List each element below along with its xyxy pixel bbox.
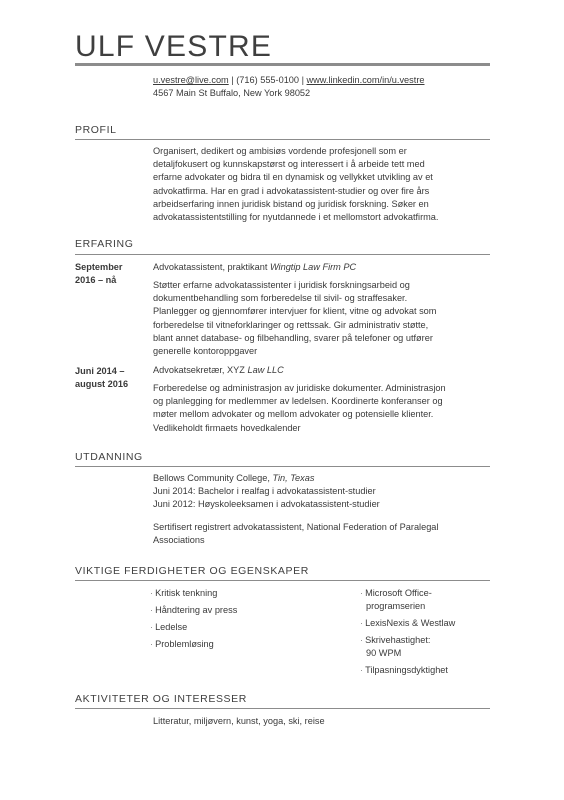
profile-line: arbeidserfaring innen juridisk bistand og juridisk forskning. Søker en (153, 198, 429, 209)
job-title (153, 262, 356, 272)
skill-label: LexisNexis & Westlaw (365, 618, 456, 628)
job-date (75, 261, 123, 287)
cert-line: Sertifisert registrert advokatassistent, National Federation of Paralegal (153, 522, 439, 532)
bullet-icon: · (150, 622, 154, 632)
section-divider (75, 708, 490, 709)
degree-item: Juni 2012: Høyskoleeksamen i advokatassistent-studier (153, 499, 380, 509)
skill-item (150, 587, 217, 600)
candidate-name: ULF VESTRE (75, 30, 273, 63)
email-link[interactable]: u.vestre@live.com (153, 75, 229, 85)
profile-line: advokatassistentstilling for nyutdannede i et mellomstort advokatfirma. (153, 212, 439, 223)
job-line: Forberedelse og administrasjon av juridiske dokumenter. Administrasjon (153, 383, 446, 393)
degree-item: Juni 2014: Bachelor i realfag i advokatassistent-studier (153, 486, 376, 496)
address: 4567 Main St Buffalo, New York 98052 (153, 88, 311, 98)
section-divider (75, 466, 490, 467)
activities-text: Litteratur, miljøvern, kunst, yoga, ski, reise (153, 716, 325, 726)
skill-item (150, 621, 187, 634)
job-line: blant annet database- og filbehandling, svarer på telefoner og utfører (153, 332, 433, 343)
contact-line (153, 74, 424, 87)
certification (153, 521, 488, 547)
job-date-end: 2016 – nå (75, 275, 117, 286)
section-heading-education: UTDANNING (75, 451, 143, 463)
contact-separator: | (228, 75, 237, 85)
job-company: Law LLC (247, 365, 284, 375)
section-heading-activities: AKTIVITETER OG INTERESSER (75, 693, 247, 705)
skill-label: Kritisk tenkning (155, 588, 218, 598)
bullet-icon: · (360, 618, 364, 628)
header-divider (75, 63, 490, 66)
job-line: forberedelse til vitneforklaringer og rettssak. Gir administrativ støtte, (153, 319, 429, 330)
bullet-icon: · (360, 588, 364, 598)
job-line: møter mellom advokater og mellom advokater og potensielle klienter. (153, 409, 434, 420)
skill-item (360, 634, 430, 660)
skill-item (360, 617, 455, 630)
bullet-icon: · (360, 635, 364, 645)
section-heading-profile: PROFIL (75, 124, 117, 136)
skill-label: Problemløsing (155, 639, 214, 649)
linkedin-link[interactable]: www.linkedin.com/in/u.vestre (306, 75, 425, 85)
skill-item (150, 604, 237, 617)
job-date-start: Juni 2014 – (75, 366, 125, 376)
skill-item (150, 638, 214, 651)
profile-line: advokatfirma. Har en grad i advokatassistent-studier og over fire års (153, 185, 430, 196)
profile-line: Organisert, dedikert og ambisiøs vordende profesjonell som er (153, 146, 407, 156)
section-divider (75, 580, 490, 581)
job-line: Vedlikeholdt firmaets hovedkalender (153, 422, 301, 433)
bullet-icon: · (150, 605, 154, 615)
job-line: Støtter erfarne advokatassistenter i juridisk forskningsarbeid og (153, 280, 410, 290)
section-heading-skills: VIKTIGE FERDIGHETER OG EGENSKAPER (75, 565, 309, 577)
profile-line: detaljfokusert og kunnskapstørst og interessert i å arbeide tett med (153, 159, 425, 170)
profile-summary (153, 145, 488, 224)
skill-label: Tilpasningsdyktighet (365, 665, 448, 675)
section-heading-experience: ERFARING (75, 238, 134, 250)
job-title (153, 365, 284, 375)
school-location: Tin, Texas (272, 473, 315, 483)
job-position: Advokatsekretær, XYZ (153, 365, 248, 375)
job-line: og planlegging for medlemmer av ledelsen. Koordinerte konferanser og (153, 396, 443, 407)
bullet-icon: · (150, 639, 154, 649)
cert-line: Associations (153, 535, 205, 546)
school-name (153, 472, 314, 485)
job-position: Advokatassistent, praktikant (153, 262, 270, 272)
skill-label: Skrivehastighet: (365, 635, 431, 645)
school: Bellows Community College, (153, 473, 273, 483)
phone-number: (716) 555-0100 (236, 75, 300, 85)
skill-label-cont: 90 WPM (366, 648, 402, 658)
bullet-icon: · (360, 665, 364, 675)
job-line: Planlegger og gjennomfører intervjuer for klient, vitne og advokat som (153, 306, 437, 317)
job-date-end: august 2016 (75, 379, 129, 390)
skill-label: Håndtering av press (155, 605, 238, 615)
contact-separator: | (299, 75, 307, 85)
skill-item (360, 664, 448, 677)
skill-label: Ledelse (155, 622, 188, 632)
job-date (75, 365, 128, 391)
job-company: Wingtip Law Firm PC (269, 262, 357, 272)
section-divider (75, 254, 490, 255)
contact-info (153, 74, 424, 100)
skill-item (360, 587, 432, 613)
job-date-start: September (75, 262, 123, 272)
job-description (153, 382, 488, 435)
skill-label-cont: programserien (366, 601, 426, 611)
bullet-icon: · (150, 588, 154, 598)
job-line: generelle kontoroppgaver (153, 346, 258, 357)
profile-line: erfarne advokater og bidra til en dynamisk og vellykket utvikling av et (153, 172, 433, 183)
job-description (153, 279, 488, 358)
section-divider (75, 139, 490, 140)
job-line: dokumentbehandling som forberedelse til sivil- og straffesaker. (153, 293, 408, 304)
skill-label: Microsoft Office- (365, 588, 432, 598)
